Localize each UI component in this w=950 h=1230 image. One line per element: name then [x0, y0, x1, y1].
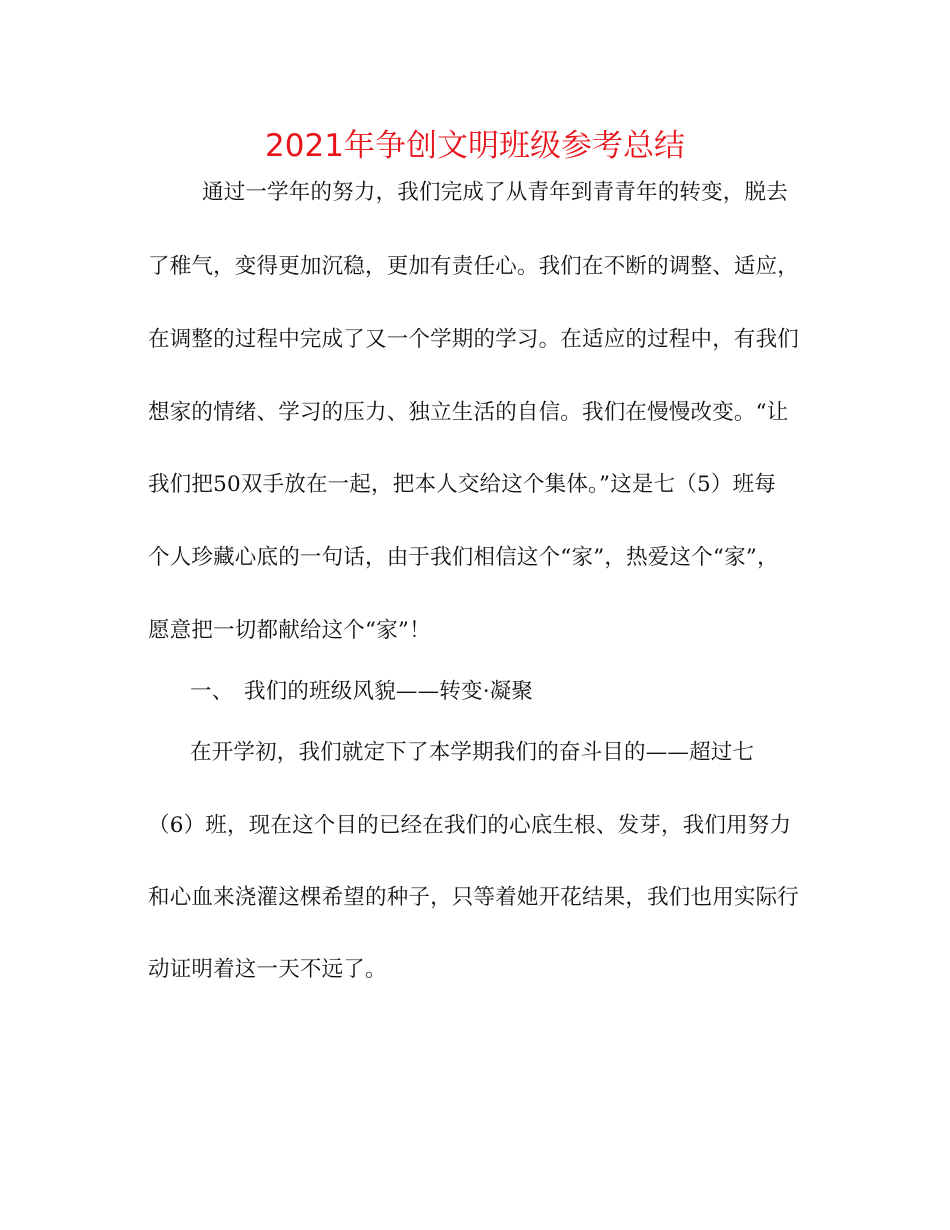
- paragraph-2-line-2: （6）班，现在这个目的已经在我们的心底生根、发芽，我们用努力: [148, 813, 792, 838]
- paragraph-1-line-3: 在调整的过程中完成了又一个学期的学习。在适应的过程中，有我们: [148, 327, 800, 352]
- paragraph-1-line-5: 我们把50双手放在一起，把本人交给这个集体。”这是七（5）班每: [148, 472, 776, 497]
- paragraph-1-line-7: 愿意把一切都献给这个“家”！: [148, 618, 431, 643]
- paragraph-1-line-2: 了稚气，变得更加沉稳，更加有责任心。我们在不断的调整、适应，: [148, 254, 800, 279]
- section-heading-text: 我们的班级风貌——转变·凝聚: [244, 679, 534, 704]
- paragraph-1-line-1: 通过一学年的努力，我们完成了从青年到青青年的转变，脱去: [202, 180, 788, 205]
- paragraph-1-line-4: 想家的情绪、学习的压力、独立生活的自信。我们在慢慢改变。“让: [148, 400, 789, 425]
- paragraph-2-line-3: 和心血来浇灌这棵希望的种子，只等着她开花结果，我们也用实际行: [148, 885, 800, 910]
- paragraph-2-line-4: 动证明着这一天不远了。: [148, 957, 387, 982]
- document-title: 2021年争创文明班级参考总结: [265, 128, 685, 164]
- section-heading-number: 一、: [190, 679, 234, 704]
- paragraph-1-line-6: 个人珍藏心底的一句话，由于我们相信这个“家”，热爱这个“家”，: [148, 545, 779, 570]
- paragraph-2-line-1: 在开学初，我们就定下了本学期我们的奋斗目的——超过七: [190, 740, 755, 765]
